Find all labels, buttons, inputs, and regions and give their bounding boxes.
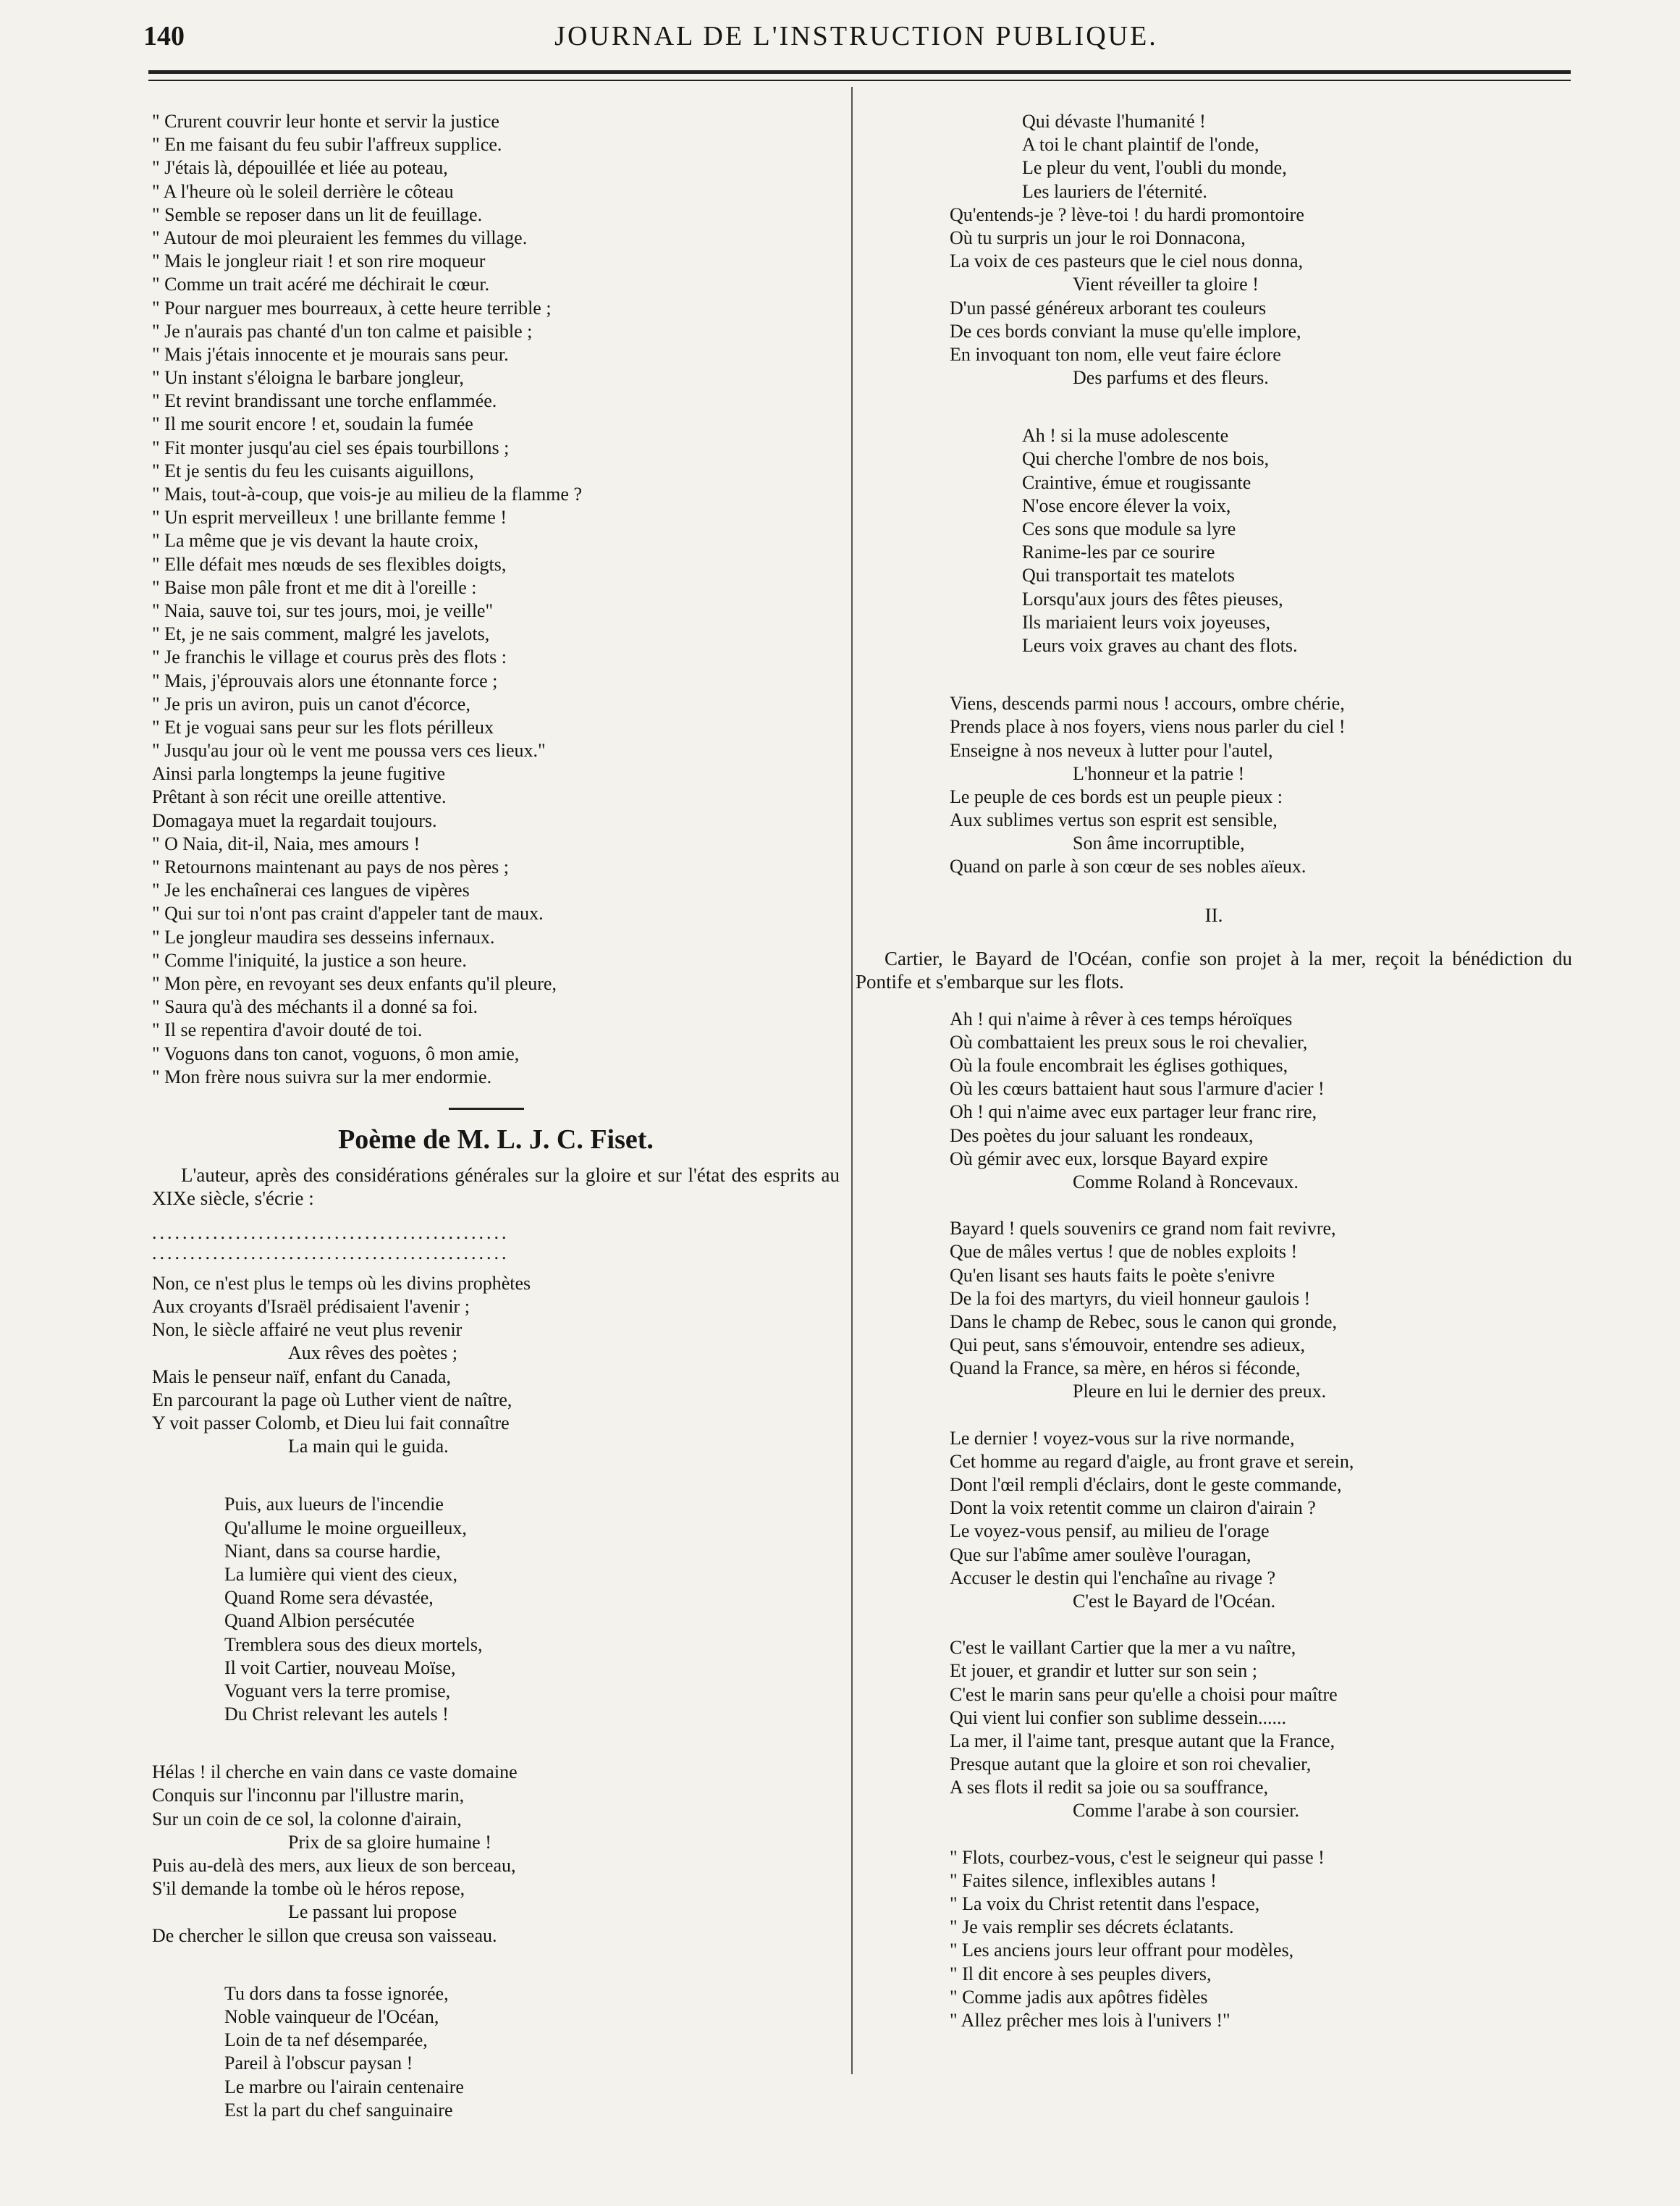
verse-line: Y voit passer Colomb, et Dieu lui fait connaître: [152, 1413, 510, 1434]
verse-line: Aux sublimes vertus son esprit est sensible,: [950, 809, 1278, 831]
verse-line: " Mon père, en revoyant ses deux enfants qu'il pleure,: [152, 972, 557, 994]
verse-line: Lorsqu'aux jours des fêtes pieuses,: [1022, 588, 1283, 610]
poem-stanza: [152, 110, 840, 1089]
verse-line: " Mon frère nous suivra sur la mer endormie.: [152, 1066, 492, 1087]
verse-line: " Un esprit merveilleux ! une brillante femme !: [152, 507, 507, 529]
verse-line: Prêtant à son récit une oreille attentive.: [152, 786, 447, 808]
verse-line: Il voit Cartier, nouveau Moïse,: [224, 1656, 456, 1678]
ellipsis-row: ...............................................: [152, 1222, 510, 1243]
verse-line: Niant, dans sa course hardie,: [224, 1540, 441, 1562]
verse-line: " Je vais remplir ses décrets éclatants.: [950, 1916, 1234, 1938]
verse-line: " Naia, sauve toi, sur tes jours, moi, je veille": [152, 599, 494, 621]
column-divider: [851, 87, 853, 2074]
verse-line: Aux rêves des poètes ;: [288, 1342, 457, 1364]
verse-line: Qui cherche l'ombre de nos bois,: [1022, 448, 1270, 470]
verse-line: Où combattaient les preux sous le roi chevalier,: [950, 1031, 1308, 1053]
verse-line: " Pour narguer mes bourreaux, à cette heure terrible ;: [152, 297, 552, 319]
verse-line: " Je n'aurais pas chanté d'un ton calme et paisible ;: [152, 320, 533, 342]
poem-title: Poème de M. L. J. C. Fiset.: [338, 1124, 654, 1155]
section-separator: [449, 1108, 524, 1110]
verse-line: En invoquant ton nom, elle veut faire éclore: [950, 343, 1281, 365]
verse-line: De chercher le sillon que creusa son vaisseau.: [152, 1924, 497, 1946]
verse-line: " Mais, j'éprouvais alors une étonnante force ;: [152, 670, 498, 691]
verse-line: Dont l'œil rempli d'éclairs, dont le geste commande,: [950, 1474, 1342, 1495]
verse-line: Que de mâles vertus ! que de nobles exploits !: [950, 1241, 1298, 1263]
verse-line: " Il me sourit encore ! et, soudain la fumée: [152, 413, 473, 435]
verse-line: Qu'allume le moine orgueilleux,: [224, 1517, 467, 1538]
verse-line: Bayard ! quels souvenirs ce grand nom fait revivre,: [950, 1218, 1336, 1239]
verse-line: " Comme jadis aux apôtres fidèles: [950, 1986, 1208, 2008]
verse-line: Hélas ! il cherche en vain dans ce vaste domaine: [152, 1761, 518, 1783]
poem-stanza: [856, 1008, 1572, 1195]
verse-line: Non, le siècle affairé ne veut plus revenir: [152, 1319, 463, 1341]
verse-line: Le pleur du vent, l'oubli du monde,: [1022, 157, 1287, 179]
verse-line: Comme l'arabe à son coursier.: [1073, 1800, 1299, 1822]
verse-line: Le passant lui propose: [288, 1901, 457, 1923]
verse-line: Quand la France, sa mère, en héros si féconde,: [950, 1357, 1301, 1379]
verse-line: Prends place à nos foyers, viens nous parler du ciel !: [950, 716, 1346, 738]
verse-line: " O Naia, dit-il, Naia, mes amours !: [152, 833, 421, 854]
verse-line: Presque autant que la gloire et son roi chevalier,: [950, 1754, 1312, 1775]
verse-line: Qu'en lisant ses hauts faits le poète s'enivre: [950, 1264, 1275, 1286]
verse-line: Les lauriers de l'éternité.: [1022, 180, 1207, 202]
verse-line: Puis au-delà des mers, aux lieux de son berceau,: [152, 1855, 516, 1876]
verse-line: Ah ! qui n'aime à rêver à ces temps héroïques: [950, 1008, 1293, 1030]
verse-line: " Il se repentira d'avoir douté de toi.: [152, 1019, 423, 1041]
verse-line: Cet homme au regard d'aigle, au front grave et serein,: [950, 1450, 1354, 1472]
verse-line: " Je franchis le village et courus près des flots :: [152, 647, 507, 668]
verse-line: Et jouer, et grandir et lutter sur son sein ;: [950, 1660, 1257, 1682]
verse-line: Conquis sur l'inconnu par l'illustre marin,: [152, 1785, 465, 1806]
verse-line: A ses flots il redit sa joie ou sa souffrance,: [950, 1777, 1268, 1798]
poem-stanza: [856, 1427, 1572, 1614]
verse-line: " Et je sentis du feu les cuisants aiguillons,: [152, 460, 474, 481]
verse-line: " Les anciens jours leur offrant pour modèles,: [950, 1940, 1294, 1961]
ellipsis-row: ...............................................: [152, 1242, 510, 1263]
verse-line: Ah ! si la muse adolescente: [1022, 425, 1229, 447]
poem-stanza: [152, 1493, 840, 1726]
verse-line: Qui vient lui confier son sublime dessein......: [950, 1706, 1287, 1728]
verse-line: Le dernier ! voyez-vous sur la rive normande,: [950, 1427, 1295, 1449]
verse-line: " En me faisant du feu subir l'affreux supplice.: [152, 134, 502, 156]
poem-stanza: [152, 1982, 840, 2122]
verse-line: " Comme un trait acéré me déchirait le cœur.: [152, 274, 490, 295]
poem-stanza: [856, 1636, 1572, 1823]
poem-stanza: [152, 1761, 840, 1948]
verse-line: Que sur l'abîme amer soulève l'ouragan,: [950, 1544, 1251, 1565]
verse-line: " Elle défait mes nœuds de ses flexibles doigts,: [152, 553, 507, 575]
verse-line: " Qui sur toi n'ont pas craint d'appeler tant de maux.: [152, 903, 544, 925]
verse-line: Tremblera sous des dieux mortels,: [224, 1633, 483, 1655]
verse-line: La lumière qui vient des cieux,: [224, 1563, 458, 1585]
verse-line: Ils mariaient leurs voix joyeuses,: [1022, 611, 1270, 633]
verse-line: Est la part du chef sanguinaire: [224, 2099, 453, 2121]
verse-line: D'un passé généreux arborant tes couleurs: [950, 297, 1267, 319]
verse-line: N'ose encore élever la voix,: [1022, 494, 1231, 516]
left-column: [152, 110, 840, 2122]
poem-stanza: [856, 1217, 1572, 1404]
verse-line: " Retournons maintenant au pays de nos pères ;: [152, 856, 509, 877]
verse-line: Qu'entends-je ? lève-toi ! du hardi promontoire: [950, 203, 1304, 225]
verse-line: Où tu surpris un jour le roi Donnacona,: [950, 227, 1246, 248]
page-number: 140: [143, 21, 185, 51]
verse-line: " Autour de moi pleuraient les femmes du village.: [152, 227, 528, 248]
verse-line: L'honneur et la patrie !: [1073, 762, 1245, 784]
verse-line: " Flots, courbez-vous, c'est le seigneur qui passe !: [950, 1846, 1325, 1868]
verse-line: S'il demande la tombe où le héros repose,: [152, 1878, 465, 1900]
verse-line: La mer, il l'aime tant, presque autant que la France,: [950, 1730, 1335, 1751]
verse-line: Loin de ta nef désemparée,: [224, 2029, 428, 2051]
verse-line: Comme Roland à Roncevaux.: [1073, 1171, 1299, 1192]
verse-line: " Fit monter jusqu'au ciel ses épais tourbillons ;: [152, 437, 510, 458]
poem-stanza: [856, 424, 1572, 657]
verse-line: Ranime-les par ce sourire: [1022, 542, 1215, 563]
right-column: [856, 110, 1572, 2032]
verse-line: De la foi des martyrs, du vieil honneur gaulois !: [950, 1287, 1311, 1309]
verse-line: Oh ! qui n'aime avec eux partager leur franc rire,: [950, 1101, 1317, 1123]
verse-line: Domagaya muet la regardait toujours.: [152, 809, 437, 831]
verse-line: " Il dit encore à ses peuples divers,: [950, 1963, 1212, 1984]
verse-line: " La même que je vis devant la haute croix,: [152, 530, 479, 552]
verse-line: " Mais, tout-à-coup, que vois-je au milieu de la flamme ?: [152, 484, 582, 505]
verse-line: " Et, je ne sais comment, malgré les javelots,: [152, 623, 490, 645]
verse-line: Pleure en lui le dernier des preux.: [1073, 1381, 1327, 1402]
verse-line: C'est le Bayard de l'Océan.: [1073, 1590, 1276, 1612]
verse-line: Le marbre ou l'airain centenaire: [224, 2076, 464, 2097]
verse-line: " Je les enchaînerai ces langues de vipères: [152, 880, 470, 901]
section-number: II.: [1204, 904, 1223, 926]
verse-line: " Et revint brandissant une torche enflammée.: [152, 390, 497, 412]
verse-line: " Comme l'iniquité, la justice a son heure.: [152, 949, 467, 971]
verse-line: Viens, descends parmi nous ! accours, ombre chérie,: [950, 693, 1345, 715]
verse-line: De ces bords conviant la muse qu'elle implore,: [950, 320, 1301, 342]
verse-line: " La voix du Christ retentit dans l'espace,: [950, 1893, 1260, 1914]
verse-line: Ainsi parla longtemps la jeune fugitive: [152, 763, 446, 785]
verse-line: En parcourant la page où Luther vient de naître,: [152, 1389, 512, 1410]
verse-line: Prix de sa gloire humaine !: [288, 1831, 491, 1853]
intro-text: L'auteur, après des considérations générales sur la gloire et sur l'état des esprits au XIXe siècle, s'écrie :: [152, 1163, 840, 1209]
page-header: [143, 20, 1569, 56]
verse-line: Enseigne à nos neveux à lutter pour l'autel,: [950, 739, 1273, 761]
verse-line: " Un instant s'éloigna le barbare jongleur,: [152, 367, 464, 389]
verse-line: Accuser le destin qui l'enchaîne au rivage ?: [950, 1567, 1276, 1588]
journal-title: JOURNAL DE L'INSTRUCTION PUBLIQUE.: [554, 21, 1158, 51]
verse-line: Leurs voix graves au chant des flots.: [1022, 634, 1298, 656]
verse-line: " Et je voguai sans peur sur les flots périlleux: [152, 716, 494, 738]
verse-line: Quand Rome sera dévastée,: [224, 1587, 434, 1609]
verse-line: Où gémir avec eux, lorsque Bayard expire: [950, 1148, 1268, 1169]
verse-line: " Semble se reposer dans un lit de feuillage.: [152, 203, 483, 225]
verse-line: Tu dors dans ta fosse ignorée,: [224, 1982, 449, 2004]
verse-line: " Je pris un aviron, puis un canot d'écorce,: [152, 693, 470, 715]
verse-line: Mais le penseur naïf, enfant du Canada,: [152, 1365, 451, 1387]
verse-line: C'est le vaillant Cartier que la mer a vu naître,: [950, 1637, 1296, 1659]
verse-line: Dans le champ de Rebec, sous le canon qui gronde,: [950, 1310, 1338, 1332]
verse-line: La main qui le guida.: [288, 1436, 449, 1457]
verse-line: Qui dévaste l'humanité !: [1022, 111, 1206, 132]
verse-line: " Le jongleur maudira ses desseins infernaux.: [152, 926, 495, 948]
poem-stanza: [856, 692, 1572, 879]
verse-line: " Mais le jongleur riait ! et son rire moqueur: [152, 251, 486, 272]
section-summary-paragraph: [856, 947, 1572, 993]
verse-line: " Allez prêcher mes lois à l'univers !": [950, 2009, 1231, 2031]
verse-line: Qui peut, sans s'émouvoir, entendre ses adieux,: [950, 1334, 1306, 1356]
verse-line: C'est le marin sans peur qu'elle a choisi pour maître: [950, 1683, 1338, 1705]
verse-line: " Voguons dans ton canot, voguons, ô mon amie,: [152, 1043, 520, 1064]
poem-stanza: [856, 110, 1572, 390]
verse-line: Sur un coin de ce sol, la colonne d'airain,: [152, 1808, 462, 1830]
header-rule-thick: [148, 70, 1571, 74]
verse-line: Voguant vers la terre promise,: [224, 1680, 451, 1701]
verse-line: " Crurent couvrir leur honte et servir la justice: [152, 111, 499, 132]
verse-line: " Jusqu'au jour où le vent me poussa vers ces lieux.": [152, 740, 546, 762]
verse-line: Quand Albion persécutée: [224, 1610, 415, 1632]
poem-stanza: [856, 1846, 1572, 2033]
verse-line: Aux croyants d'Israël prédisaient l'avenir ;: [152, 1296, 470, 1318]
poem-stanza: [152, 1272, 840, 1459]
verse-line: Le peuple de ces bords est un peuple pieux :: [950, 786, 1283, 807]
verse-line: Non, ce n'est plus le temps où les divins prophètes: [152, 1272, 531, 1294]
verse-line: A toi le chant plaintif de l'onde,: [1022, 134, 1259, 156]
verse-line: Dont la voix retentit comme un clairon d'airain ?: [950, 1497, 1316, 1519]
verse-line: " Saura qu'à des méchants il a donné sa foi.: [152, 996, 478, 1018]
verse-line: " J'étais là, dépouillée et liée au poteau,: [152, 157, 448, 179]
verse-line: Puis, aux lueurs de l'incendie: [224, 1494, 444, 1515]
verse-line: Des parfums et des fleurs.: [1073, 367, 1269, 389]
verse-line: " Faites silence, inflexibles autans !: [950, 1869, 1217, 1891]
section-summary: Cartier, le Bayard de l'Océan, confie son projet à la mer, reçoit la bénédiction du Pontife et s'embarque sur les flots.: [856, 947, 1572, 993]
verse-line: Ces sons que module sa lyre: [1022, 518, 1236, 539]
verse-line: Vient réveiller ta gloire !: [1073, 274, 1259, 295]
verse-line: Noble vainqueur de l'Océan,: [224, 2005, 439, 2027]
verse-line: Pareil à l'obscur paysan !: [224, 2053, 413, 2074]
verse-line: Des poètes du jour saluant les rondeaux,: [950, 1124, 1254, 1146]
verse-line: " A l'heure où le soleil derrière le côteau: [152, 180, 454, 202]
verse-line: " Baise mon pâle front et me dit à l'oreille :: [152, 576, 477, 598]
verse-line: Qui transportait tes matelots: [1022, 565, 1235, 586]
verse-line: Du Christ relevant les autels !: [224, 1704, 449, 1725]
verse-line: Le voyez-vous pensif, au milieu de l'orage: [950, 1520, 1270, 1542]
verse-line: Craintive, émue et rougissante: [1022, 471, 1251, 493]
intro-paragraph: [152, 1163, 840, 1210]
header-rule-thin: [148, 80, 1571, 81]
verse-line: " Mais j'étais innocente et je mourais sans peur.: [152, 343, 509, 365]
verse-line: La voix de ces pasteurs que le ciel nous donna,: [950, 251, 1304, 272]
verse-line: Son âme incorruptible,: [1073, 833, 1245, 854]
verse-line: Où la foule encombrait les églises gothiques,: [950, 1055, 1288, 1076]
verse-line: Où les cœurs battaient haut sous l'armure d'acier !: [950, 1078, 1325, 1100]
verse-line: Quand on parle à son cœur de ses nobles aïeux.: [950, 856, 1307, 877]
